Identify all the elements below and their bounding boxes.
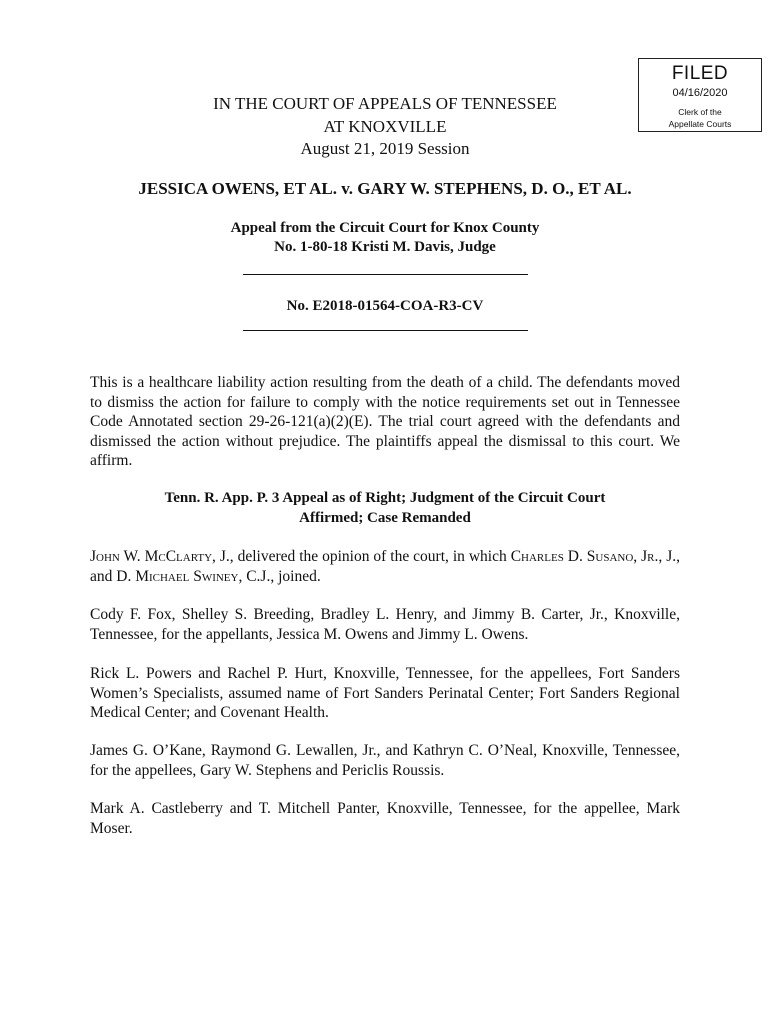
filed-stamp-date: 04/16/2020 [672, 87, 728, 99]
disposition-line-2: Affirmed; Case Remanded [299, 510, 471, 526]
case-caption: JESSICA OWENS, ET AL. v. GARY W. STEPHENS, D. O., ET AL. [138, 179, 632, 198]
court-name: IN THE COURT OF APPEALS OF TENNESSEE [213, 94, 557, 113]
appeal-from-court: Appeal from the Circuit Court for Knox County [230, 220, 540, 236]
authoring-judge: John W. McClarty [90, 548, 213, 565]
joining-judge-1: Charles D. Susano, Jr. [510, 548, 659, 565]
counsel-appellee-moser: Mark A. Castleberry and T. Mitchell Panter, Knoxville, Tennessee, for the appellee, Mark Moser. [90, 800, 680, 837]
filed-stamp-title: FILED [671, 63, 729, 84]
divider-rule-2 [243, 330, 528, 331]
authorship-text-3: , C.J., joined. [238, 567, 321, 585]
counsel-appellants: Cody F. Fox, Shelley S. Breeding, Bradley L. Henry, and Jimmy B. Carter, Jr., Knoxville, Tennessee, for the appellants, Jessica M. Owens and Jimmy L. Owens. [90, 606, 680, 643]
appeal-trial-judge: No. 1-80-18 Kristi M. Davis, Judge [274, 239, 496, 255]
disposition-line-1: Tenn. R. App. P. 3 Appeal as of Right; Judgment of the Circuit Court [164, 490, 606, 506]
session-date: August 21, 2019 Session [300, 139, 470, 158]
filed-stamp-clerk-line1: Clerk of the [678, 107, 722, 117]
authorship-text-2: , J., and [90, 548, 680, 585]
divider-rule-1 [243, 274, 528, 275]
case-summary: This is a healthcare liability action resulting from the death of a child. The defendants moved to dismiss the action for failure to comply with the notice requirements set out in Tennessee Code Annotated section 29-26-121(a)(2)(E). The trial court agreed with the defendants and dismissed the action without prejudice. The plaintiffs appeal the dismissal to this court. We affirm. [90, 374, 680, 469]
court-location: AT KNOXVILLE [323, 117, 447, 136]
authorship-text-1: , J., delivered the opinion of the court, in which [212, 548, 511, 565]
opinion-authorship [90, 547, 680, 586]
filed-stamp-clerk-line2: Appellate Courts [668, 119, 732, 129]
joining-judge-2: D. Michael Swiney [116, 567, 239, 585]
counsel-appellees-physicians: James G. O’Kane, Raymond G. Lewallen, Jr., and Kathryn C. O’Neal, Knoxville, Tennessee, for the appellees, Gary W. Stephens and Periclis Roussis. [90, 742, 680, 779]
docket-number: No. E2018-01564-COA-R3-CV [286, 298, 484, 314]
counsel-appellees-hospital: Rick L. Powers and Rachel P. Hurt, Knoxville, Tennessee, for the appellees, Fort Sanders Women’s Specialists, assumed name of Fort Sanders Perinatal Center; Fort Sanders Regional Medical Center; and Covenant Health. [90, 665, 680, 721]
